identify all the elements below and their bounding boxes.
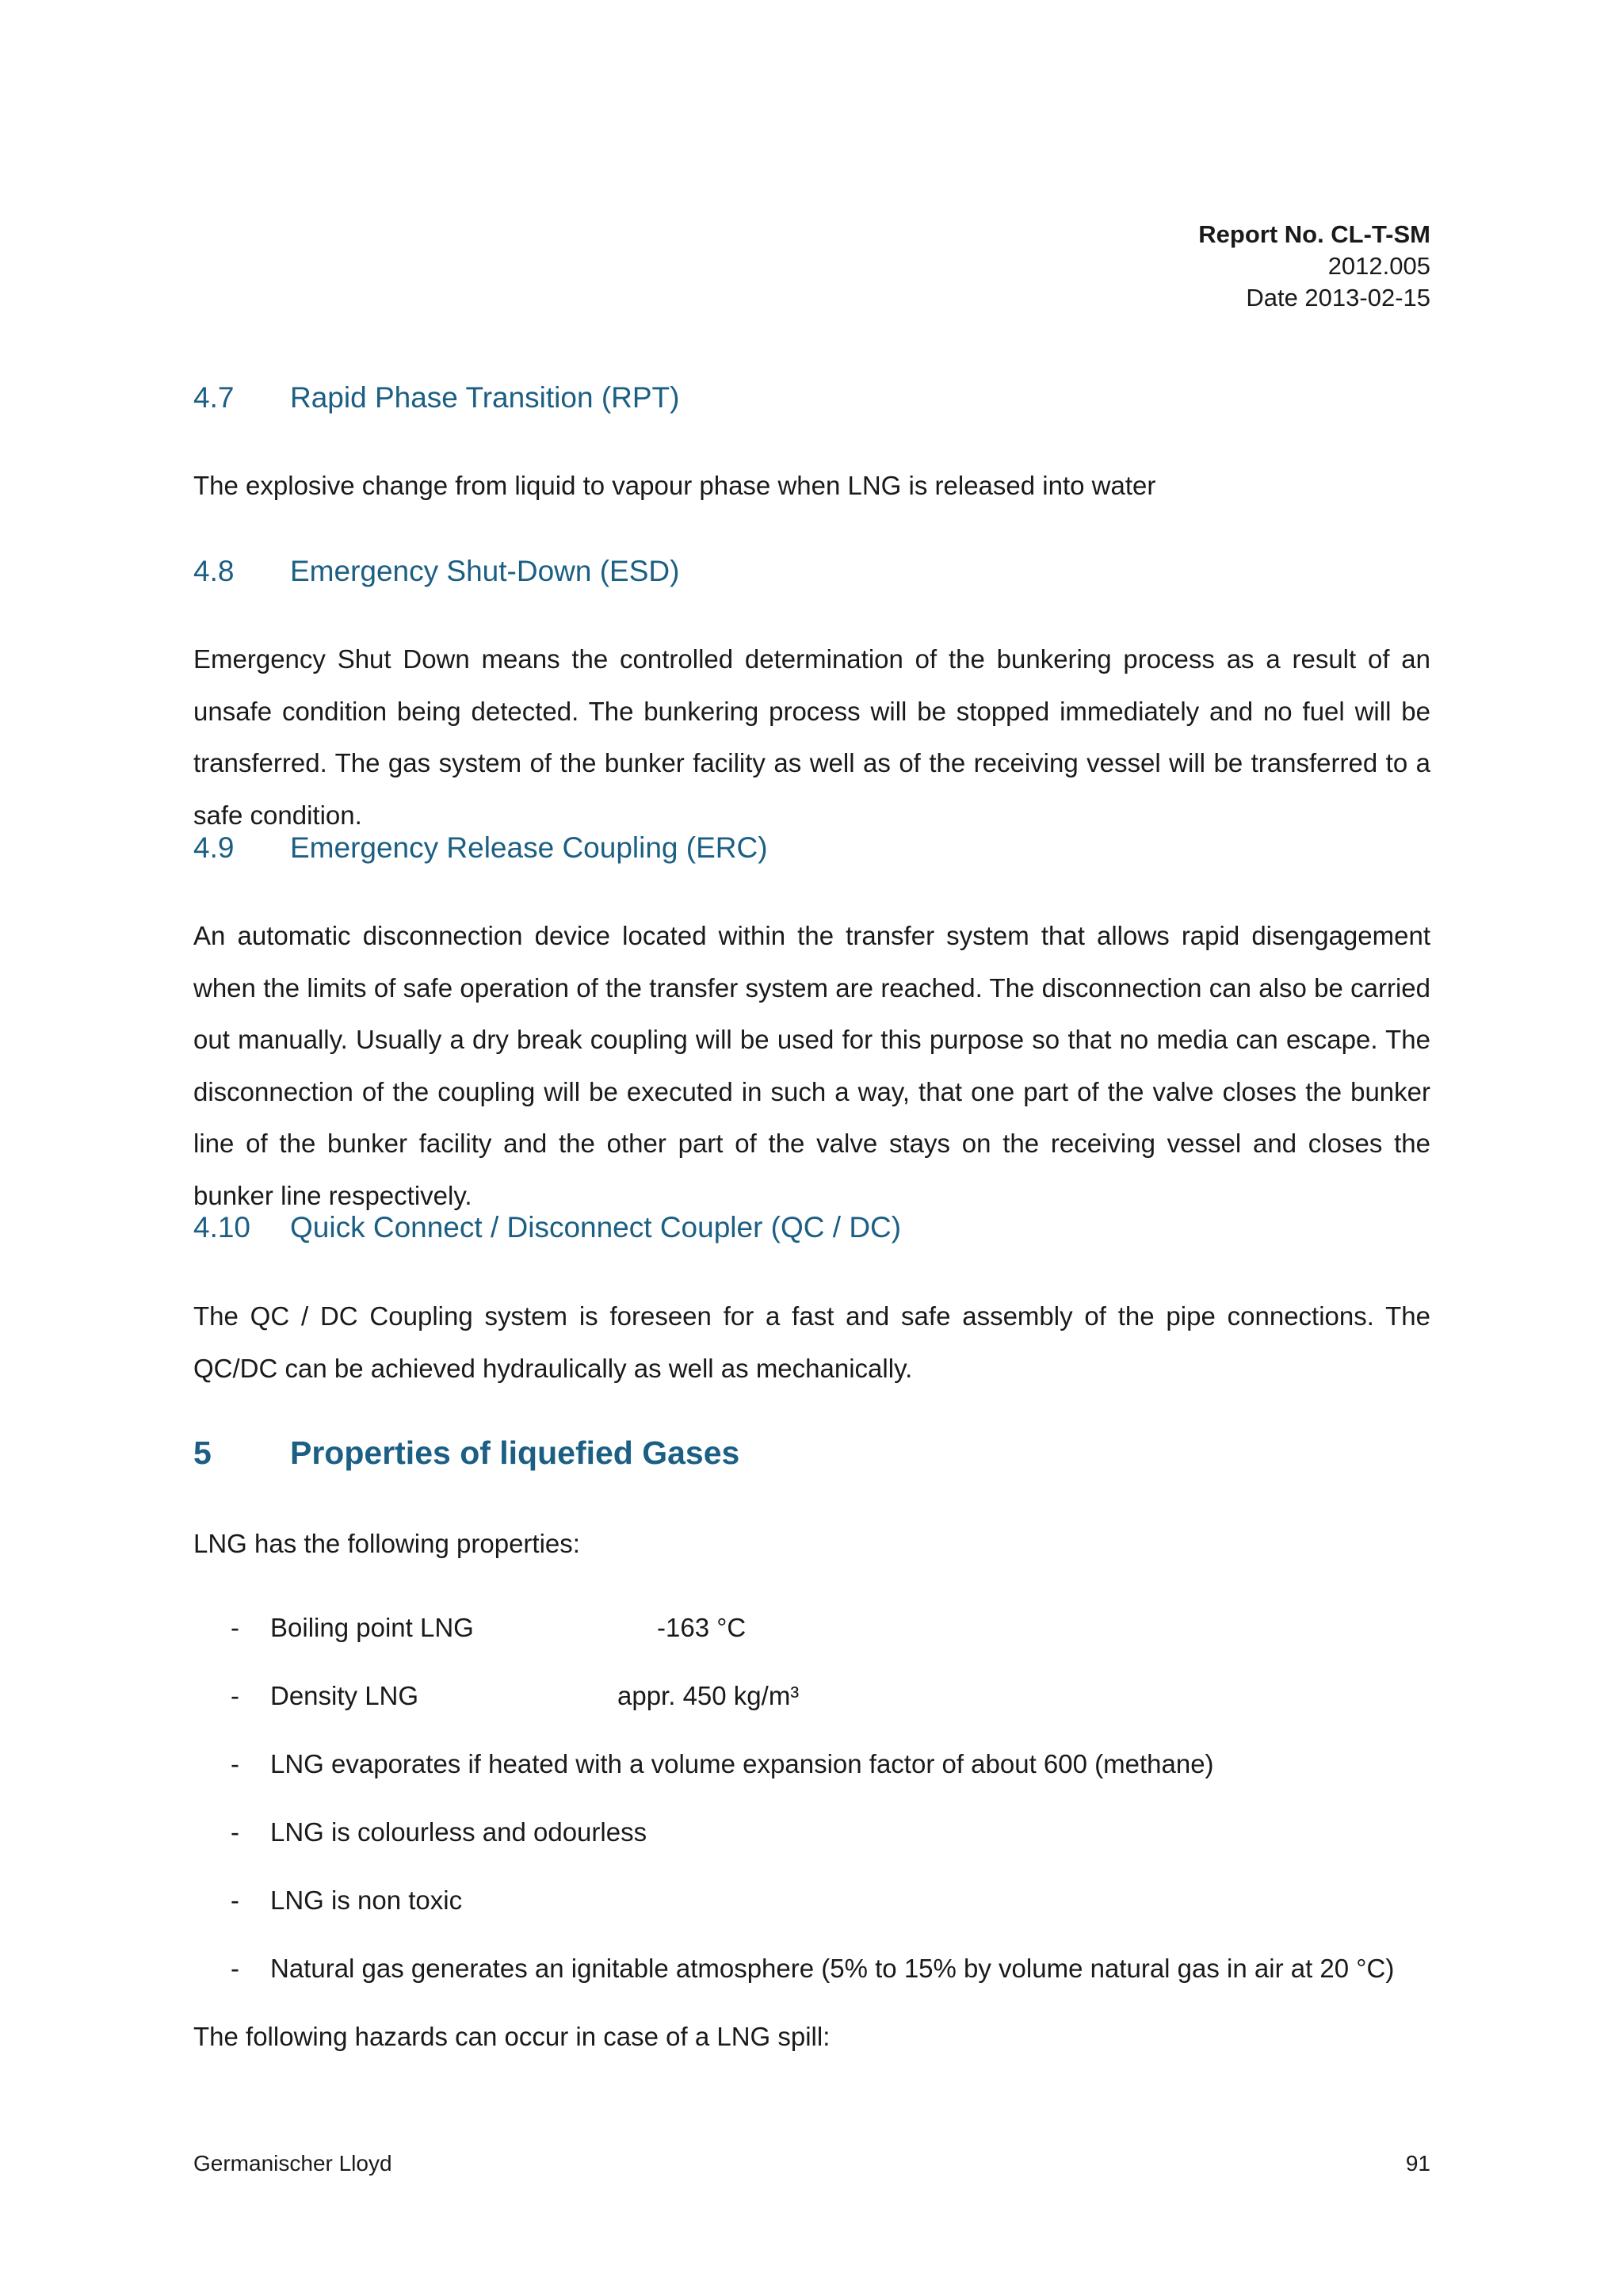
footer-company: Germanischer Lloyd: [193, 2151, 392, 2176]
bullet-dash: -: [231, 1885, 239, 1915]
heading-title: Quick Connect / Disconnect Coupler (QC / DC): [290, 1211, 902, 1244]
paragraph-4-8: Emergency Shut Down means the controlled determination of the bunkering process as a result of an unsafe condition being detected. The bunkering process will be stopped immediately and no fuel will be transferred. The gas system of the bunker facility as well as of the receiving vessel will be transferred to a safe condition.: [193, 644, 1430, 830]
heading-number: 4.7: [193, 381, 235, 414]
report-number-suffix: 2012.005: [1327, 252, 1430, 280]
heading-number: 4.10: [193, 1211, 251, 1244]
heading-number: 5: [193, 1435, 212, 1471]
report-number: Report No. CL-T-SM: [1198, 220, 1430, 248]
list-item: [231, 1954, 1394, 1984]
heading-title: Properties of liquefied Gases: [290, 1435, 740, 1471]
report-date: Date 2013-02-15: [1246, 284, 1430, 311]
heading-4-10: [193, 1211, 901, 1244]
list-item: [231, 1681, 800, 1711]
heading-number: 4.8: [193, 555, 235, 587]
page-number: 91: [1405, 2151, 1430, 2176]
bullet-label: Boiling point LNG: [270, 1613, 474, 1642]
bullet-label: Density LNG: [270, 1681, 419, 1710]
heading-5: [193, 1435, 739, 1472]
bullet-dash: -: [231, 1749, 239, 1778]
bullet-value: appr. 450 kg/m³: [617, 1681, 800, 1710]
list-item: [231, 1885, 462, 1916]
paragraph-5-outro: The following hazards can occur in case of a LNG spill:: [193, 2022, 831, 2051]
bullet-label: LNG is colourless and odourless: [270, 1817, 647, 1847]
bullet-label: LNG is non toxic: [270, 1885, 463, 1915]
heading-4-8: [193, 555, 679, 588]
bullet-label: Natural gas generates an ignitable atmosphere (5% to 15% by volume natural gas in air at 20 °C): [270, 1954, 1395, 1983]
bullet-dash: -: [231, 1817, 239, 1847]
bullet-value: -163 °C: [657, 1613, 747, 1642]
report-header: [1198, 219, 1430, 314]
heading-4-9: [193, 831, 768, 865]
list-item: [231, 1749, 1214, 1779]
paragraph-5-intro: LNG has the following properties:: [193, 1529, 580, 1558]
heading-number: 4.9: [193, 831, 235, 864]
bullet-dash: -: [231, 1954, 239, 1983]
heading-title: Emergency Shut-Down (ESD): [290, 555, 680, 587]
paragraph-4-10: The QC / DC Coupling system is foreseen for a fast and safe assembly of the pipe connections. The QC/DC can be achieved hydraulically as well as mechanically.: [193, 1301, 1430, 1383]
heading-title: Emergency Release Coupling (ERC): [290, 831, 768, 864]
heading-4-7: [193, 381, 679, 415]
list-item: [231, 1817, 647, 1847]
paragraph-4-7: The explosive change from liquid to vapour phase when LNG is released into water: [193, 471, 1156, 500]
bullet-dash: -: [231, 1613, 239, 1642]
list-item: [231, 1613, 747, 1643]
bullet-label: LNG evaporates if heated with a volume expansion factor of about 600 (methane): [270, 1749, 1214, 1778]
heading-title: Rapid Phase Transition (RPT): [290, 381, 680, 414]
bullet-dash: -: [231, 1681, 239, 1710]
paragraph-4-9: An automatic disconnection device located within the transfer system that allows rapid disengagement when the limits of safe operation of the transfer system are reached. The disconnection can also be carried out manually. Usually a dry break coupling will be used for this purpose so that no media can escape. The disconnection of the coupling will be executed in such a way, that one part of the valve closes the bunker line of the bunker facility and the other part of the valve stays on the receiving vessel and closes the bunker line respectively.: [193, 921, 1430, 1210]
